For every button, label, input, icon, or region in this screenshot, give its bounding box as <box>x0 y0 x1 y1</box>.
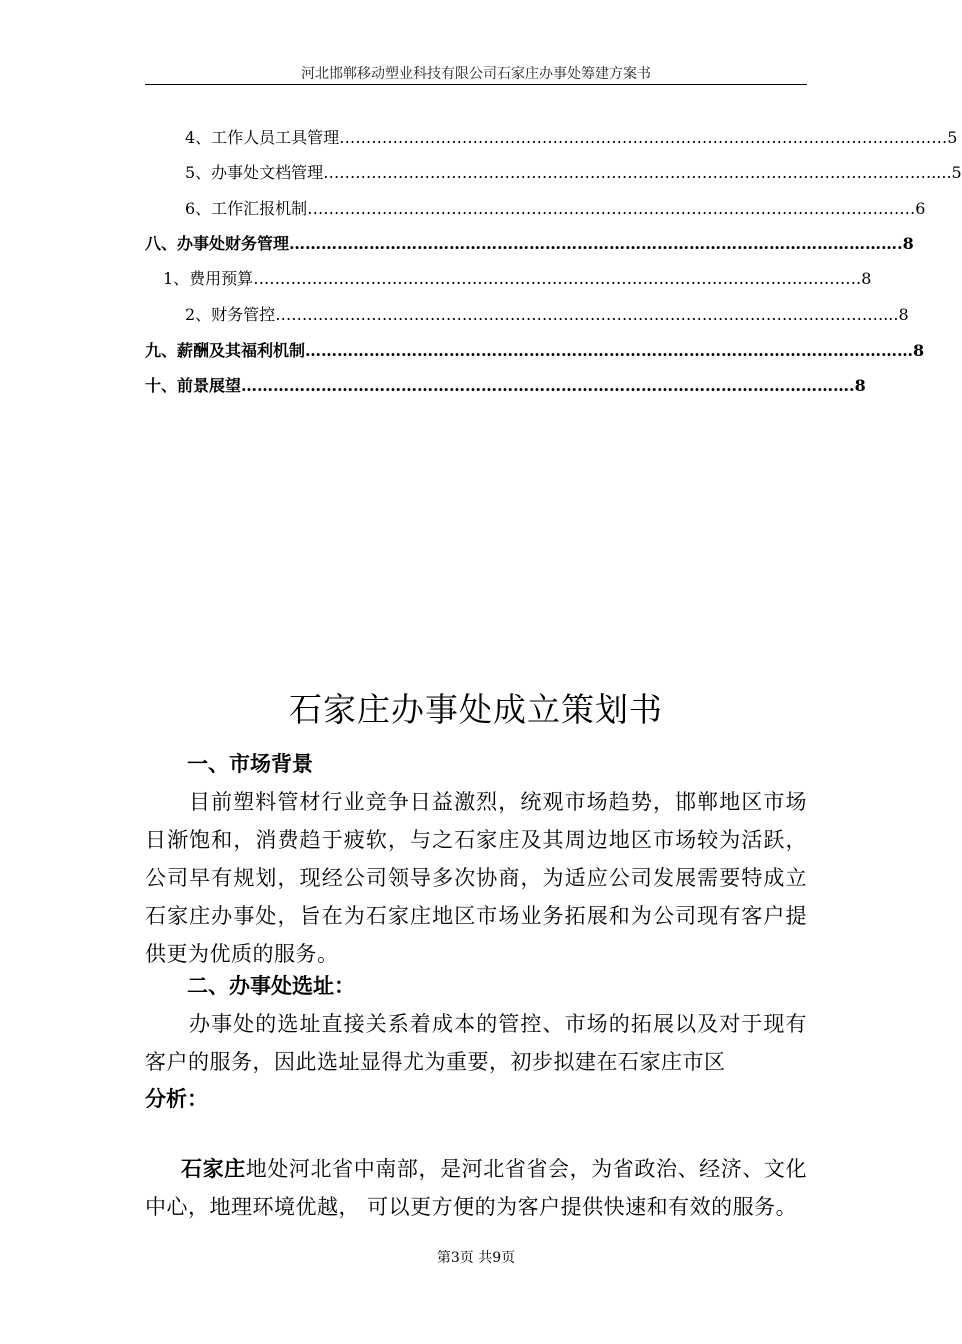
toc-entry[interactable] <box>145 232 914 256</box>
section-heading-location: 二、办事处选址： <box>187 973 355 998</box>
toc-entry-page: ....5 <box>931 163 962 182</box>
page-footer: 第3页 共9页 <box>436 1250 516 1266</box>
toc-leader-dots: …………………………………………………………………………………………………… <box>305 341 914 360</box>
page-header: 河北邯郸移动塑业科技有限公司石家庄办事处筹建方案书 <box>301 66 651 82</box>
toc-entry[interactable] <box>185 303 909 327</box>
toc-entry-label: 5、办事处文档管理 <box>185 163 324 182</box>
toc-entry-page: 6 <box>915 199 926 218</box>
toc-entry-page: .8 <box>897 234 914 253</box>
toc-entry[interactable] <box>145 339 925 363</box>
toc-leader-dots: …………………………………………………………………………………………………… <box>339 128 948 147</box>
toc-leader-dots: …………………………………………………………………………………………………… <box>253 269 862 288</box>
toc-leader-dots: …………………………………………………………………………………………………… <box>307 199 916 218</box>
section-body-location: 办事处的选址直接关系着成本的管控、市场的拓展以及对于现有客户的服务，因此选址显得尤为重要，初步拟建在石家庄市区 <box>145 1012 807 1074</box>
toc-entry-page: 8 <box>861 269 872 288</box>
toc-entry-page: 8 <box>913 341 925 360</box>
city-name: 石家庄 <box>181 1156 246 1181</box>
header-rule <box>145 84 807 85</box>
toc-entry-label: 6、工作汇报机制 <box>185 199 308 218</box>
toc-entry-label: 九、薪酬及其福利机制 <box>145 341 306 360</box>
toc-entry[interactable] <box>185 161 962 185</box>
toc-entry-label: 1、费用预算 <box>163 269 254 288</box>
toc-entry-page: ...8 <box>883 305 909 324</box>
toc-leader-dots: …………………………………………………………………………………………………… <box>323 163 932 182</box>
analysis-label: 分析： <box>145 1086 208 1111</box>
city-description: 地处河北省中南部，是河北省省会，为省政治、经济、文化中心，地理环境优越， 可以更方便的为客户提供快速和有效的服务。 <box>145 1157 808 1219</box>
section-heading-market: 一、市场背景 <box>187 751 313 776</box>
toc-entry-label: 十、前景展望 <box>145 376 242 395</box>
toc-leader-dots: …………………………………………………………………………………………………… <box>241 376 850 395</box>
toc-entry[interactable] <box>185 197 926 221</box>
section-body-market: 目前塑料管材行业竞争日益激烈，统观市场趋势，邯郸地区市场日渐饱和，消费趋于疲软，与之石家庄及其周边地区市场较为活跃，公司早有规划，现经公司领导多次协商，为适应公司发展需要特成立石家庄办事处，旨在为石家庄地区市场业务拓展和为公司现有客户提供更为优质的服务。 <box>145 790 807 966</box>
toc-entry-page: 5 <box>947 128 958 147</box>
toc-leader-dots: …………………………………………………………………………………………………… <box>275 305 884 324</box>
toc-entry-label: 八、办事处财务管理 <box>145 234 290 253</box>
toc-entry[interactable] <box>145 374 866 398</box>
toc-entry-label: 2、财务管控 <box>185 305 276 324</box>
toc-entry[interactable] <box>185 126 958 150</box>
toc-leader-dots: …………………………………………………………………………………………………… <box>289 234 898 253</box>
toc-entry[interactable] <box>163 267 872 291</box>
toc-entry-page: .8 <box>849 376 866 395</box>
toc-entry-label: 4、工作人员工具管理 <box>185 128 340 147</box>
document-title: 石家庄办事处成立策划书 <box>289 690 663 729</box>
analysis-body <box>145 1150 807 1226</box>
